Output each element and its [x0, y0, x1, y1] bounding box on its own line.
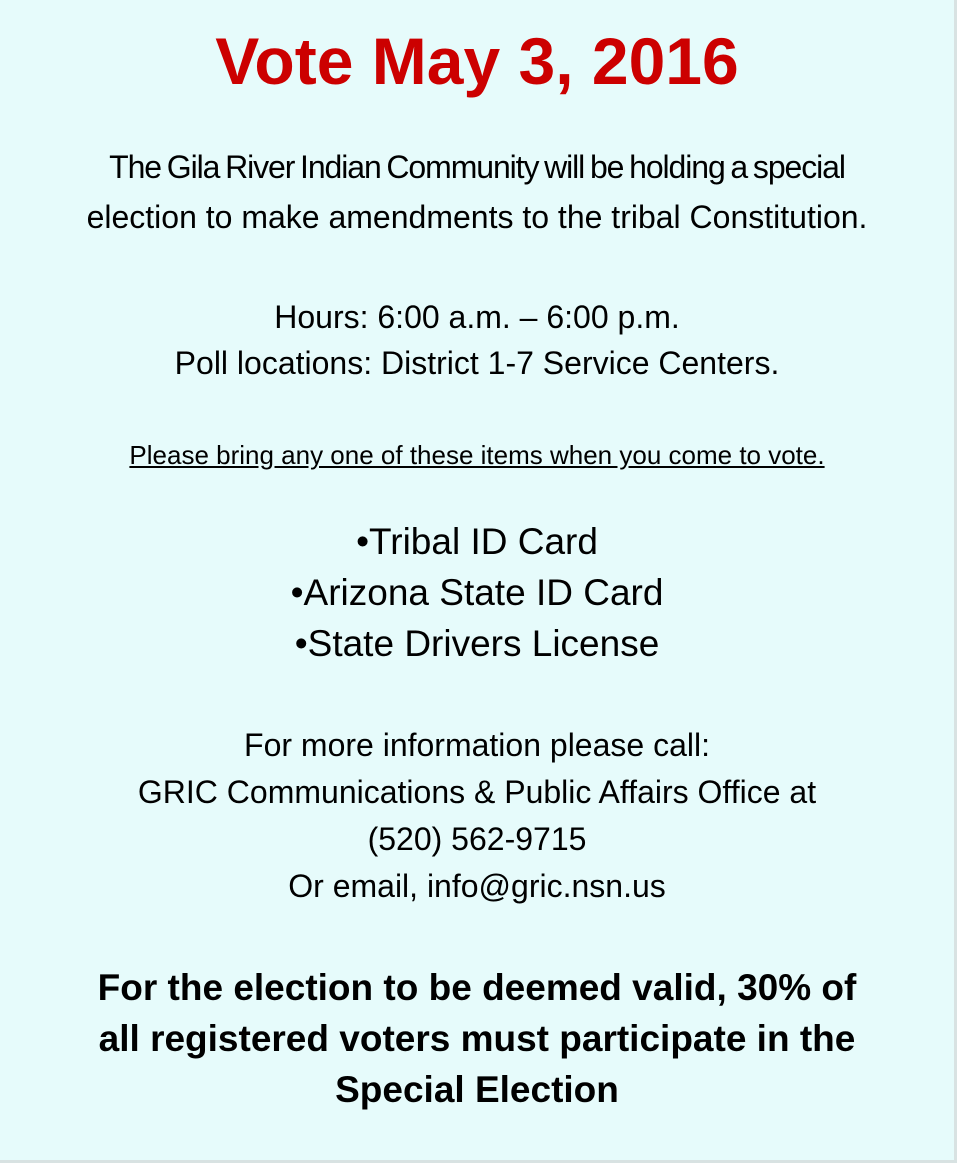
list-item: •State Drivers License — [294, 623, 660, 664]
list-item: •Tribal ID Card — [356, 521, 598, 562]
validity-line-3: Special Election — [335, 1069, 619, 1110]
contact-phone: (520) 562-9715 — [367, 821, 587, 857]
contact-info — [0, 722, 954, 910]
list-item: •Arizona State ID Card — [290, 572, 664, 613]
validity-line-2: all registered voters must participate in the — [98, 1018, 856, 1059]
intro-line-1: The Gila River Indian Community will be holding a special — [109, 149, 845, 185]
id-items-list — [0, 516, 954, 669]
contact-email: Or email, info@gric.nsn.us — [288, 868, 666, 904]
poll-locations-line: Poll locations: District 1-7 Service Centers. — [174, 345, 780, 381]
intro-line-2: election to make amendments to the tribal Constitution. — [86, 199, 868, 235]
contact-line-1: For more information please call: — [244, 727, 710, 763]
validity-line-1: For the election to be deemed valid, 30% of — [97, 967, 857, 1008]
intro-paragraph — [0, 142, 954, 242]
flyer-title: Vote May 3, 2016 — [215, 24, 739, 98]
hours-line: Hours: 6:00 a.m. – 6:00 p.m. — [274, 299, 680, 335]
bring-id-notice: Please bring any one of these items when you come to vote. — [129, 440, 825, 470]
hours-and-locations — [0, 294, 954, 386]
validity-notice — [0, 962, 954, 1115]
contact-office: GRIC Communications & Public Affairs Office at — [137, 774, 817, 810]
